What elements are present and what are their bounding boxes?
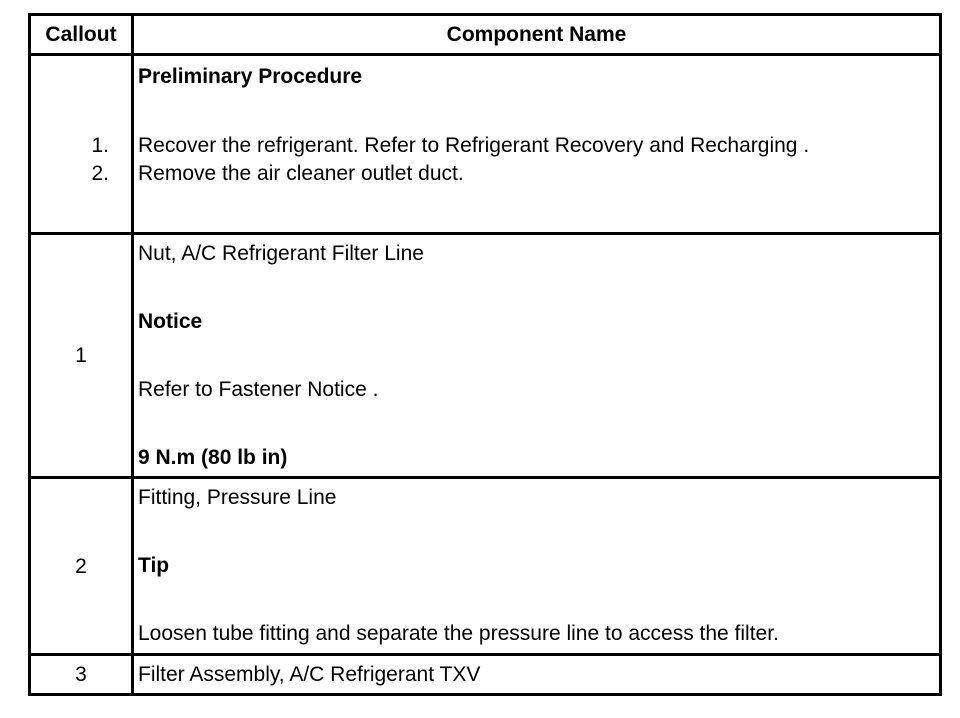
callout-number: 2: [75, 555, 87, 578]
step-number: 1.: [91, 134, 109, 157]
notice-label: Notice: [138, 310, 203, 333]
column-divider: [131, 56, 134, 232]
step-number: 2.: [91, 162, 109, 185]
callout-number: 1: [75, 344, 87, 367]
preliminary-procedure-row: [31, 56, 939, 235]
component-name: Nut, A/C Refrigerant Filter Line: [138, 242, 424, 265]
preliminary-procedure-title: Preliminary Procedure: [138, 65, 363, 88]
tip-text: Loosen tube fitting and separate the pressure line to access the filter.: [138, 622, 779, 645]
step-text: Remove the air cleaner outlet duct.: [138, 162, 464, 185]
table-row: [31, 656, 939, 693]
callout-column-header: Callout: [45, 23, 117, 46]
tip-label: Tip: [138, 554, 170, 577]
column-divider: [131, 656, 134, 693]
component-name: Fitting, Pressure Line: [138, 486, 337, 509]
table-row: [31, 479, 939, 656]
column-divider: [131, 235, 134, 476]
step-text: Recover the refrigerant. Refer to Refrigerant Recovery and Recharging .: [138, 134, 810, 157]
notice-text: Refer to Fastener Notice .: [138, 378, 379, 401]
component-name: Filter Assembly, A/C Refrigerant TXV: [138, 663, 481, 686]
column-divider: [131, 479, 134, 653]
table-header-row: [31, 16, 939, 56]
torque-spec: 9 N.m (80 lb in): [138, 446, 288, 469]
component-table: [28, 13, 942, 696]
callout-number: 3: [75, 663, 87, 686]
component-name-column-header: Component Name: [446, 23, 627, 46]
table-row: [31, 235, 939, 479]
